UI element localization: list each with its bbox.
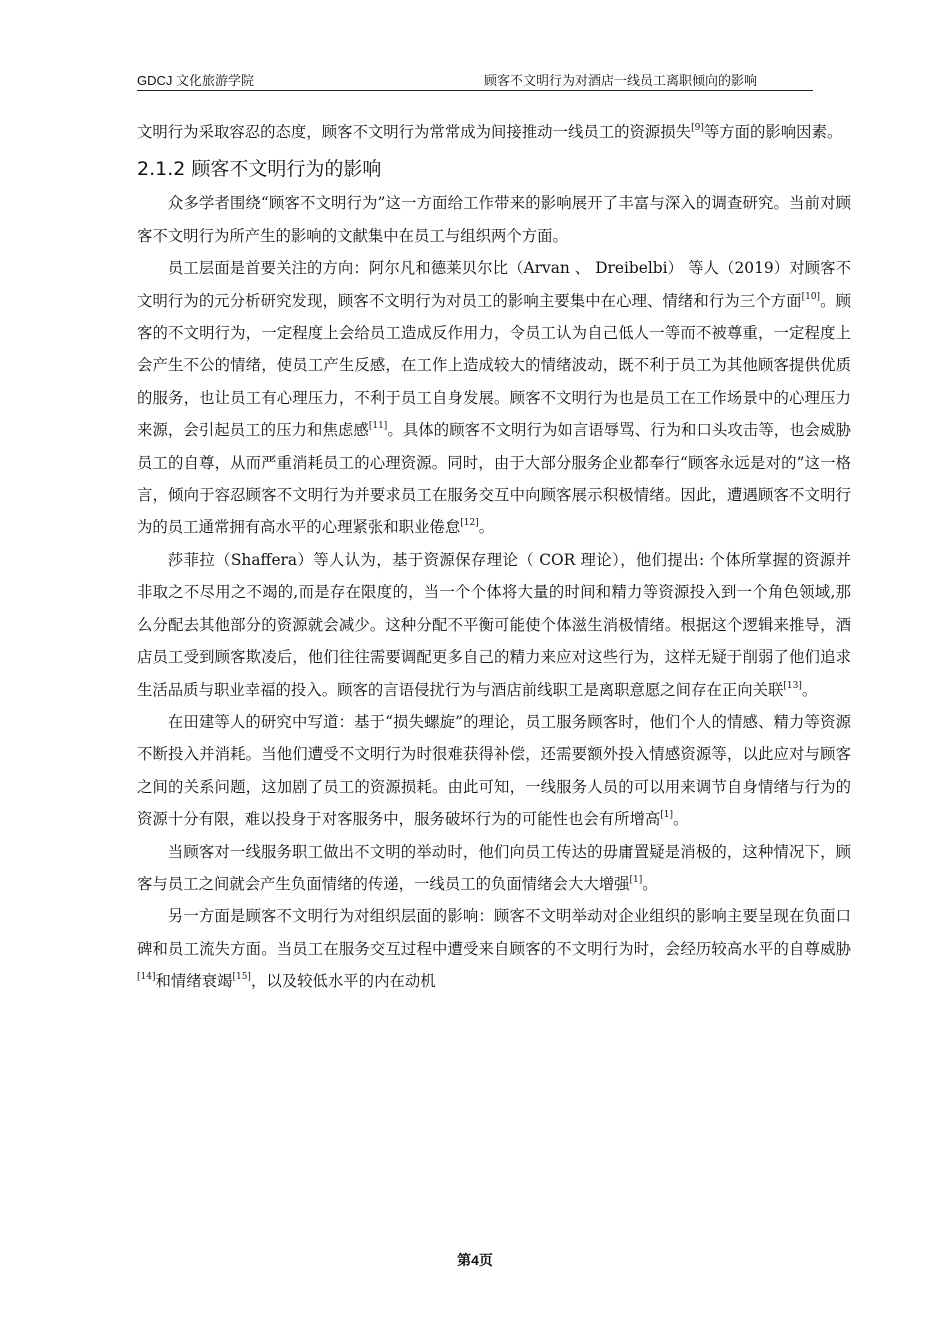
- text-run: 。: [642, 874, 658, 893]
- paragraph: [137, 706, 851, 836]
- text-run: 。顾客的不文明行为，一定程度上会给员工造成反作用力，令员工认为自己低人一等而不被尊重，一定程度上会产生不公的情绪，使员工产生反感，在工作上造成较大的情绪波动，既不利于员工为其他顾客提供优质的服务，也让员工有心理压力，不利于员工自身发展。顾客不文明行为也是员工在工作场景中的心理压力来源，会引起员工的压力和焦虑感: [137, 291, 851, 440]
- citation-ref: [9]: [691, 123, 704, 133]
- text-run: 等方面的影响因素。: [703, 123, 843, 141]
- paragraph-continued: [137, 116, 851, 148]
- paragraph: [137, 252, 851, 544]
- paragraph: [137, 187, 851, 252]
- page-body: [137, 116, 851, 998]
- text-run: 。: [673, 810, 689, 829]
- text-run: 。: [478, 518, 495, 537]
- text-run: 。: [801, 680, 818, 699]
- citation-ref: [10]: [801, 291, 821, 302]
- citation-ref: [1]: [660, 810, 674, 821]
- text-run: 。具体的顾客不文明行为如言语辱骂、行为和口头攻击等，也会威胁员工的自尊，从而严重消耗员工的心理资源。同时，由于大部分服务企业都奉行“顾客永远是对的”这一格言，倾向于容忍顾客不文明行为并要求员工在服务交互中向顾客展示积极情绪。因此，遭遇顾客不文明行为的员工通常拥有高水平的心理紧张和职业倦怠: [137, 421, 851, 537]
- citation-ref: [11]: [368, 421, 388, 432]
- paragraph: [137, 544, 851, 706]
- text-run: ，以及较低水平的内在动机: [250, 972, 436, 991]
- header-institution: GDCJ 文化旅游学院: [137, 73, 255, 88]
- running-header: [137, 66, 813, 91]
- citation-ref: [13]: [783, 680, 802, 691]
- header-paper-title: 顾客不文明行为对酒店一线员工离职倾向的影响: [483, 73, 757, 88]
- citation-ref: [12]: [460, 518, 479, 529]
- section-heading: 2.1.2 顾客不文明行为的影响: [137, 158, 382, 181]
- text-run: 另一方面是顾客不文明行为对组织层面的影响：顾客不文明举动对企业组织的影响主要呈现在负面口碑和员工流失方面。当员工在服务交互过程中遭受来自顾客的不文明行为时，会经历较高水平的自尊威胁: [137, 907, 851, 958]
- page-number: 第4页: [457, 1252, 493, 1268]
- text-run: 文明行为采取容忍的态度，顾客不文明行为常常成为间接推动一线员工的资源损失: [137, 123, 692, 141]
- text-run: 当顾客对一线服务职工做出不文明的举动时，他们向员工传达的毋庸置疑是消极的，这种情况下，顾客与员工之间就会产生负面情绪的传递，一线员工的负面情绪会大大增强: [137, 842, 851, 893]
- text-run: 员工层面是首要关注的方向：阿尔凡和德莱贝尔比（Arvan 、 Dreibelbi） 等人（2019）对顾客不文明行为的元分析研究发现，顾客不文明行为对员工的影响主要集中在心理、情绪和行为三个方面: [137, 259, 851, 310]
- paragraph: [137, 836, 851, 901]
- citation-ref: [1]: [629, 874, 643, 885]
- citation-ref: [15]: [232, 972, 251, 983]
- paragraph: [137, 900, 851, 997]
- text-run: 众多学者围绕“顾客不文明行为”这一方面给工作带来的影响展开了丰富与深入的调查研究。当前对顾客不文明行为所产生的影响的文献集中在员工与组织两个方面。: [137, 194, 851, 245]
- text-run: 在田建等人的研究中写道：基于“损失螺旋”的理论，员工服务顾客时，他们个人的情感、精力等资源不断投入并消耗。当他们遭受不文明行为时很难获得补偿，还需要额外投入情感资源等，以此应对与顾客之间的关系问题，这加剧了员工的资源损耗。由此可知，一线服务人员的可以用来调节自身情绪与行为的资源十分有限，难以投身于对客服务中，服务破坏行为的可能性也会有所增高: [137, 712, 851, 829]
- text-run: 莎菲拉（Shaffera）等人认为，基于资源保存理论（ COR 理论），他们提出: 个体所掌握的资源并非取之不尽用之不竭的,而是存在限度的，当一个个体将大量的时间和精力等资源投入到一个角色领域,那么分配去其他部分的资源就会减少。这种分配不平衡可能使个体滋生消极情绪。根据这个逻辑来推导，酒店员工受到顾客欺凌后，他们往往需要调配更多自己的精力来应对这些行为，这样无疑于削弱了他们追求生活品质与职业幸福的投入。顾客的言语侵扰行为与酒店前线职工是离职意愿之间存在正向关联: [137, 550, 851, 699]
- citation-ref: [14]: [137, 972, 156, 983]
- text-run: 和情绪衰竭: [155, 972, 233, 991]
